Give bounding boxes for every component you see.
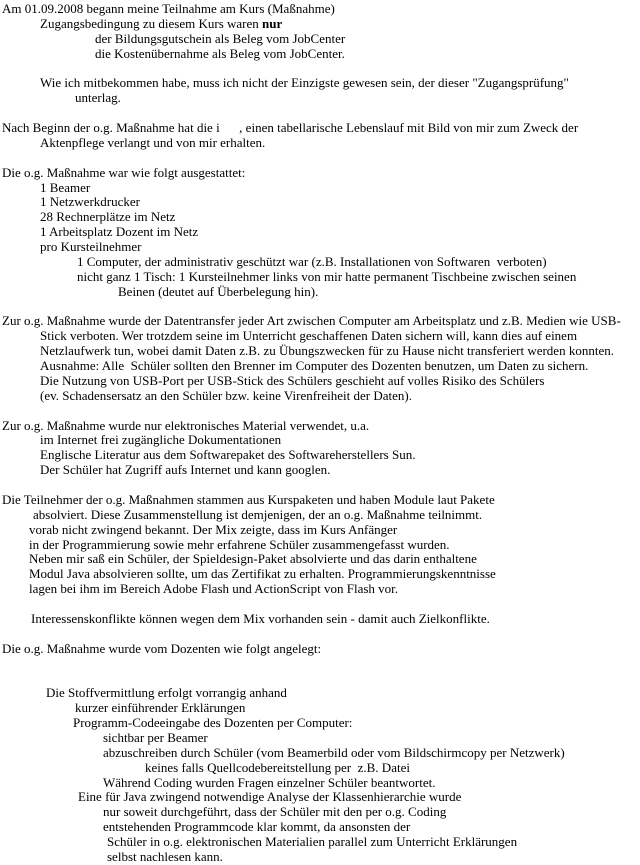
text-line [0,835,640,850]
text-run: Am 01.09.2008 begann meine Teilnahme am Kurs (Maßnahme) [2,2,335,16]
text-line [0,716,640,731]
text-run: Eine für Java zwingend notwendige Analyse der Klassenhierarchie wurde [78,790,462,805]
text-run: 28 Rechnerplätze im Netz [40,210,176,225]
text-run: absolviert. Diese Zusammenstellung ist demjenigen, der an o.g. Maßnahme teilnimmt. [33,507,483,522]
blank-line [0,627,640,642]
text-line [0,820,640,835]
text-run: Stick verboten. Wer trotzdem seine im Unterricht geschaffenen Daten sichern will, kann dies auf einem [40,329,578,344]
document-text [0,2,640,865]
text-line [0,359,640,374]
text-line [0,270,640,285]
text-line [0,240,640,255]
text-run: im Internet frei zugängliche Dokumentationen [40,433,282,448]
text-run: Die Nutzung von USB-Port per USB-Stick des Schülers geschieht auf volles Risiko des Schülers [40,373,545,388]
text-line [0,686,640,701]
text-run: Modul Java absolvieren sollte, um das Zertifikat zu erhalten. Programmierungskenntnisse [29,567,496,582]
text-line [0,47,640,62]
text-line [0,761,640,776]
text-run: Die o.g. Maßnahme war wie folgt ausgestattet: [2,165,246,180]
text-line [0,746,640,761]
text-run: Der Schüler hat Zugriff aufs Internet und kann googlen. [40,463,331,478]
text-line [0,776,640,791]
blank-line [0,300,640,315]
text-line [0,508,640,523]
text-run: sichtbar per Beamer [103,730,208,745]
text-line [0,642,640,657]
text-line [0,91,640,106]
text-run: unterlag. [75,91,121,106]
text-run: Englische Literatur aus dem Softwarepaket des Softwareherstellers Sun. [40,448,416,463]
blank-line [0,404,640,419]
text-run: keines falls Quellcodebereitstellung per z.B. Datei [145,760,410,775]
text-line [0,552,640,567]
text-run: lagen bei ihm im Bereich Adobe Flash und ActionScript von Flash vor. [29,582,399,597]
text-run: Schüler in o.g. elektronischen Materialien parallel zum Unterricht Erklärungen [107,835,518,849]
blank-line [0,671,640,686]
text-run: Die o.g. Maßnahme wurde vom Dozenten wie folgt angelegt: [2,641,322,656]
text-line [0,612,640,627]
text-line [0,181,640,196]
text-line [0,448,640,463]
text-run: Zur o.g. Maßnahme wurde der Datentransfer jeder Art zwischen Computer am Arbeitsplatz und z.B. Medien wie USB- [2,314,621,329]
text-run: vorab nicht zwingend bekannt. Der Mix zeigte, dass im Kurs Anfänger [29,522,398,537]
text-line [0,210,640,225]
text-line [0,567,640,582]
text-run: Die Stoffvermittlung erfolgt vorrangig anhand [46,686,287,701]
text-run: 1 Beamer [40,180,91,195]
text-line [0,582,640,597]
text-line [0,731,640,746]
text-run: in der Programmierung sowie mehr erfahrene Schüler zusammengefasst wurden. [29,537,450,552]
bold-text-run: nur [262,16,283,31]
text-run: die Kostenübernahme als Beleg vom JobCenter. [95,46,345,61]
text-run: 1 Computer, der administrativ geschützt war (z.B. Installationen von Softwaren verboten) [77,254,547,269]
text-line [0,850,640,865]
text-line [0,419,640,434]
text-run: Beinen (deutet auf Überbelegung hin). [118,284,319,299]
text-line [0,493,640,508]
text-run: 1 Arbeitsplatz Dozent im Netz [40,225,199,240]
text-line [0,314,640,329]
text-run: (ev. Schadensersatz an den Schüler bzw. keine Virenfreiheit der Daten). [40,388,412,403]
text-run: pro Kursteilnehmer [40,240,142,254]
text-run: abzuschreiben durch Schüler (vom Beamerbild oder vom Bildschirmcopy per Netzwerk) [103,745,565,760]
text-line [0,701,640,716]
text-run: nicht ganz 1 Tisch: 1 Kursteilnehmer links von mir hatte permanent Tischbeine zwischen seinen [77,269,577,284]
text-run: Zur o.g. Maßnahme wurde nur elektronisches Material verwendet, u.a. [2,418,370,433]
text-line [0,463,640,478]
text-line [0,433,640,448]
text-run: der Bildungsgutschein als Beleg vom JobCenter [95,31,346,46]
blank-line [0,151,640,166]
text-run: Wie ich mitbekommen habe, muss ich nicht der Einzigste gewesen sein, der dieser "Zugangsprüfung" [40,76,569,91]
text-line [0,329,640,344]
text-run: Aktenpflege verlangt und von mir erhalten. [40,135,266,150]
text-line [0,255,640,270]
text-run: kurzer einführender Erklärungen [75,701,246,716]
text-line [0,389,640,404]
blank-line [0,106,640,121]
text-run: Ausnahme: Alle Schüler sollten den Brenner im Computer des Dozenten benutzen, um Daten zu sichern. [40,359,589,373]
blank-line [0,62,640,77]
blank-line [0,657,640,672]
text-line [0,32,640,47]
text-line [0,538,640,553]
text-line [0,166,640,181]
text-run: Nach Beginn der o.g. Maßnahme hat die i , einen tabellarische Lebenslauf mit Bild von mir zum Zweck der [2,121,579,135]
text-line [0,523,640,538]
text-line [0,195,640,210]
text-run: Zugangsbedingung zu diesem Kurs waren [40,16,263,31]
text-run: nur soweit durchgeführt, dass der Schüler mit den per o.g. Coding [103,805,447,820]
text-line [0,121,640,136]
text-line [0,136,640,151]
text-line [0,17,640,32]
text-line [0,76,640,91]
text-run: Neben mir saß ein Schüler, der Spieldesign-Paket absolvierte und das darin enthaltene [29,552,477,567]
text-line [0,805,640,820]
text-run: Die Teilnehmer der o.g. Maßnahmen stammen aus Kurspaketen und haben Module laut Pakete [2,492,495,507]
blank-line [0,478,640,493]
text-run: Programm-Codeeingabe des Dozenten per Computer: [73,716,353,730]
text-run: selbst nachlesen kann. [107,849,223,864]
text-run: 1 Netzwerkdrucker [40,195,140,210]
text-line [0,2,640,17]
text-line [0,225,640,240]
text-run: Während Coding wurden Fragen einzelner Schüler beantwortet. [103,775,436,790]
text-run: entstehenden Programmcode klar kommt, da ansonsten der [103,820,411,835]
text-line [0,790,640,805]
text-run: Interessenskonflikte können wegen dem Mix vorhanden sein - damit auch Zielkonflikte. [31,611,490,626]
text-line [0,344,640,359]
text-run: Netzlaufwerk tun, wobei damit Daten z.B. zu Übungszwecken für zu Hause nicht transferiert werden konnten. [40,344,614,359]
text-line [0,374,640,389]
text-line [0,285,640,300]
blank-line [0,597,640,612]
